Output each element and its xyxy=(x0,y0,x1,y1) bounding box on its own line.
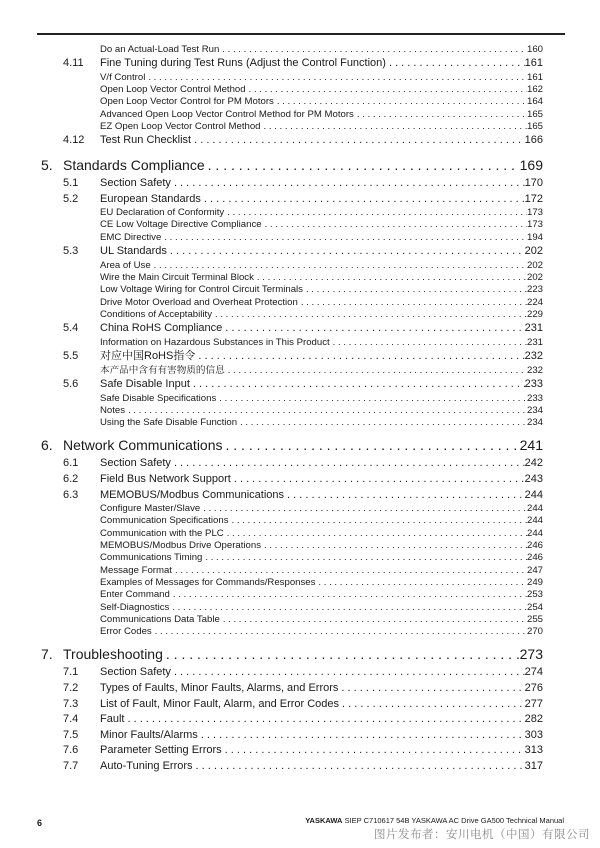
toc-entry-number: 5.1 xyxy=(63,176,79,189)
toc-entry-title: Message Format xyxy=(100,564,172,576)
toc-entry-line xyxy=(100,405,543,417)
toc-entry-title: Information on Hazardous Substances in This Product xyxy=(100,336,330,348)
dot-leader xyxy=(219,44,527,56)
toc-entry-page: 165 xyxy=(526,108,543,120)
toc-entry-title: 本产品中含有有害物质的信息 xyxy=(100,364,225,376)
toc-section[interactable] xyxy=(0,728,600,744)
publisher-watermark: 图片发布者：安川电机（中国）有限公司 xyxy=(374,829,590,841)
toc-entry-number: 7. xyxy=(41,646,53,663)
toc-entry-number: 7.5 xyxy=(63,728,79,741)
toc-entry-page: 233 xyxy=(526,392,543,404)
toc-entry-page: 202 xyxy=(526,259,543,271)
toc-entry-number: 7.2 xyxy=(63,682,79,695)
toc-entry-line xyxy=(100,552,543,564)
toc-entry-title: Network Communications xyxy=(63,437,223,454)
toc-entry-line xyxy=(100,743,543,759)
dot-leader xyxy=(191,133,525,149)
dot-leader xyxy=(171,456,525,472)
dot-leader xyxy=(354,109,527,121)
dot-leader xyxy=(145,72,527,84)
toc-subsection[interactable] xyxy=(0,565,600,577)
toc-entry-title: Parameter Setting Errors xyxy=(100,744,222,757)
dot-leader xyxy=(200,503,527,515)
dot-leader xyxy=(152,626,527,638)
toc-subsection[interactable] xyxy=(0,515,600,527)
toc-section[interactable] xyxy=(0,456,600,472)
toc-entry-page: 317 xyxy=(524,760,543,772)
toc-entry-title: UL Standards xyxy=(100,245,167,258)
toc-entry-page: 273 xyxy=(519,646,543,663)
toc-entry-number: 5. xyxy=(41,156,53,173)
toc-section[interactable] xyxy=(0,743,600,759)
toc-subsection[interactable] xyxy=(0,589,600,601)
toc-entry-page: 169 xyxy=(519,156,543,173)
toc-entry-line xyxy=(100,589,543,601)
toc-entry-number: 7.6 xyxy=(63,744,79,757)
dot-leader xyxy=(169,602,527,614)
toc-entry-title: Open Loop Vector Control for PM Motors xyxy=(100,96,274,108)
toc-entry-line xyxy=(100,681,543,697)
toc-entry-line xyxy=(100,321,543,337)
toc-entry-page: 161 xyxy=(526,71,543,83)
toc-entry-line xyxy=(100,56,543,72)
toc-entry-title: Types of Faults, Minor Faults, Alarms, and Errors xyxy=(100,682,339,695)
toc-entry-title: Using the Safe Disable Function xyxy=(100,417,238,429)
toc-entry-line xyxy=(100,602,543,614)
toc-chapter[interactable] xyxy=(0,643,600,665)
toc-subsection[interactable] xyxy=(0,503,600,515)
toc-section[interactable] xyxy=(0,712,600,728)
toc-entry-line xyxy=(100,349,543,365)
toc-entry-title: Standards Compliance xyxy=(63,156,205,173)
toc-entry-title: Fault xyxy=(100,713,125,726)
toc-entry-title: Self-Diagnostics xyxy=(100,601,170,613)
toc-entry-line xyxy=(100,72,543,84)
dot-leader xyxy=(195,349,524,365)
toc-entry-line xyxy=(100,393,543,405)
toc-entry-title: EZ Open Loop Vector Control Method xyxy=(100,121,261,133)
toc-entry-page: 172 xyxy=(524,192,543,205)
toc-entry-page: 223 xyxy=(526,284,543,296)
dot-leader xyxy=(171,176,525,192)
toc-entry-title: Fine Tuning during Test Runs (Adjust the Control Function) xyxy=(100,57,386,70)
toc-entry-page: 202 xyxy=(526,271,543,283)
dot-leader xyxy=(201,192,525,208)
toc-entry-line xyxy=(100,377,543,393)
toc-entry-page: 231 xyxy=(526,336,543,348)
toc-subsection[interactable] xyxy=(0,577,600,589)
toc-entry-title: 对应中国RoHS指令 xyxy=(100,350,196,363)
toc-entry-title: Examples of Messages for Commands/Responses xyxy=(100,576,316,588)
toc-entry-page: 277 xyxy=(524,697,543,710)
toc-entry-page: 243 xyxy=(524,472,543,485)
toc-entry-line xyxy=(100,488,543,504)
toc-entry-line xyxy=(100,260,543,272)
toc-entry-title: Section Safety xyxy=(100,176,171,189)
toc-entry-line xyxy=(63,154,543,176)
dot-leader xyxy=(198,728,525,744)
toc-entry-page: 194 xyxy=(526,231,543,243)
toc-entry-page: 303 xyxy=(524,728,543,741)
dot-leader xyxy=(284,488,525,504)
dot-leader xyxy=(125,405,527,417)
toc-entry-line xyxy=(100,297,543,309)
toc-entry-page: 244 xyxy=(526,503,543,515)
dot-leader xyxy=(222,743,525,759)
dot-leader xyxy=(224,528,527,540)
toc-entry-title: V/f Control xyxy=(100,71,146,83)
toc-subsection[interactable] xyxy=(0,297,600,309)
toc-entry-number: 5.5 xyxy=(63,350,79,363)
dot-leader xyxy=(124,712,524,728)
toc-entry-page: 255 xyxy=(526,613,543,625)
toc-entry-page: 244 xyxy=(526,527,543,539)
toc-entry-title: Low Voltage Wiring for Control Circuit Terminals xyxy=(100,284,303,296)
toc-entry-page: 173 xyxy=(526,207,543,219)
dot-leader xyxy=(163,643,520,665)
footer-document-title xyxy=(305,816,564,825)
toc-entry-title: Drive Motor Overload and Overheat Protection xyxy=(100,296,298,308)
dot-leader xyxy=(167,244,525,260)
toc-entry-title: CE Low Voltage Directive Compliance xyxy=(100,219,262,231)
toc-subsection[interactable] xyxy=(0,405,600,417)
toc-entry-line xyxy=(100,109,543,121)
toc-subsection[interactable] xyxy=(0,72,600,84)
toc-subsection[interactable] xyxy=(0,337,600,349)
dot-leader xyxy=(339,697,525,713)
toc-subsection[interactable] xyxy=(0,219,600,231)
toc-entry-title: Enter Command xyxy=(100,589,170,601)
dot-leader xyxy=(205,154,520,176)
toc-entry-title: Open Loop Vector Control Method xyxy=(100,84,246,96)
toc-entry-title: Troubleshooting xyxy=(63,646,163,663)
toc-entry-line xyxy=(100,244,543,260)
toc-entry-line xyxy=(100,540,543,552)
toc-entry-title: Area of Use xyxy=(100,259,151,271)
toc-subsection[interactable] xyxy=(0,44,600,56)
toc-entry-line xyxy=(100,284,543,296)
toc-entry-line xyxy=(100,417,543,429)
dot-leader xyxy=(246,84,527,96)
toc-entry-title: Configure Master/Slave xyxy=(100,503,201,515)
toc-section[interactable] xyxy=(0,321,600,337)
dot-leader xyxy=(261,540,527,552)
dot-leader xyxy=(229,515,527,527)
toc-entry-number: 5.6 xyxy=(63,377,79,390)
toc-entry-title: Communication with the PLC xyxy=(100,527,224,539)
toc-section[interactable] xyxy=(0,56,600,72)
toc-subsection[interactable] xyxy=(0,284,600,296)
toc-entry-title: Notes xyxy=(100,404,126,416)
toc-entry-line xyxy=(63,434,543,456)
toc-entry-page: 202 xyxy=(524,245,543,258)
toc-entry-number: 5.3 xyxy=(63,245,79,258)
toc-entry-page: 170 xyxy=(524,176,543,189)
toc-entry-line xyxy=(100,309,543,321)
toc-entry-line xyxy=(100,528,543,540)
toc-entry-line xyxy=(63,643,543,665)
dot-leader xyxy=(261,121,527,133)
toc-entry-page: 224 xyxy=(526,296,543,308)
dot-leader xyxy=(172,565,527,577)
toc-entry-number: 6. xyxy=(41,437,53,454)
toc-entry-page: 233 xyxy=(524,377,543,390)
toc-entry-page: 244 xyxy=(526,515,543,527)
toc-entry-line xyxy=(100,44,543,56)
toc-subsection[interactable] xyxy=(0,232,600,244)
toc-entry-line xyxy=(100,626,543,638)
toc-entry-number: 4.12 xyxy=(63,134,85,147)
header-rule xyxy=(37,33,565,35)
toc-entry-number: 6.1 xyxy=(63,457,79,470)
toc-entry-page: 232 xyxy=(526,364,543,376)
toc-entry-number: 5.4 xyxy=(63,322,79,335)
dot-leader xyxy=(224,207,527,219)
toc-entry-page: 162 xyxy=(526,84,543,96)
toc-entry-line xyxy=(100,712,543,728)
toc-section[interactable] xyxy=(0,133,600,149)
toc-entry-line xyxy=(100,176,543,192)
toc-entry-title: Do an Actual-Load Test Run xyxy=(100,44,220,55)
toc-entry-line xyxy=(100,614,543,626)
dot-leader xyxy=(161,232,527,244)
dot-leader xyxy=(231,472,525,488)
dot-leader xyxy=(222,321,524,337)
toc-entry-title: European Standards xyxy=(100,192,201,205)
toc-subsection[interactable] xyxy=(0,365,600,377)
toc-entry-page: 246 xyxy=(526,540,543,552)
dot-leader xyxy=(190,377,525,393)
toc-subsection[interactable] xyxy=(0,552,600,564)
toc-section[interactable] xyxy=(0,488,600,504)
dot-leader xyxy=(298,297,527,309)
toc-entry-page: 165 xyxy=(526,121,543,133)
toc-entry-page: 313 xyxy=(524,744,543,757)
toc-entry-number: 4.11 xyxy=(63,57,84,70)
toc-entry-title: Field Bus Network Support xyxy=(100,472,231,485)
toc-entry-line xyxy=(100,121,543,133)
toc-entry-line xyxy=(100,337,543,349)
toc-subsection[interactable] xyxy=(0,393,600,405)
toc-entry-line xyxy=(100,219,543,231)
toc-entry-line xyxy=(100,84,543,96)
dot-leader xyxy=(220,614,527,626)
toc-entry-line xyxy=(100,503,543,515)
toc-section[interactable] xyxy=(0,192,600,208)
toc-entry-line xyxy=(100,96,543,108)
dot-leader xyxy=(212,309,527,321)
toc-entry-page: 234 xyxy=(526,404,543,416)
toc-entry-title: EU Declaration of Conformity xyxy=(100,207,225,219)
dot-leader xyxy=(171,665,525,681)
toc-subsection[interactable] xyxy=(0,109,600,121)
toc-entry-line xyxy=(100,759,543,775)
toc-entry-page: 173 xyxy=(526,219,543,231)
dot-leader xyxy=(254,272,527,284)
toc-entry-title: Error Codes xyxy=(100,626,152,638)
toc-entry-page: 270 xyxy=(526,626,543,638)
toc-entry-number: 6.3 xyxy=(63,488,79,501)
dot-leader xyxy=(170,589,527,601)
dot-leader xyxy=(315,577,527,589)
footer-document: SIEP C710617 54B YASKAWA AC Drive GA500 Technical Manual xyxy=(344,816,564,825)
toc-entry-line xyxy=(100,472,543,488)
toc-section[interactable] xyxy=(0,176,600,192)
toc-entry-page: 242 xyxy=(524,457,543,470)
toc-entry-number: 7.7 xyxy=(63,760,79,772)
toc-subsection[interactable] xyxy=(0,528,600,540)
toc-entry-line xyxy=(100,697,543,713)
toc-entry-page: 246 xyxy=(526,552,543,564)
toc-entry-page: 244 xyxy=(524,488,543,501)
toc-entry-page: 160 xyxy=(526,44,543,55)
toc-entry-title: EMC Directive xyxy=(100,231,162,243)
toc-entry-title: MEMOBUS/Modbus Drive Operations xyxy=(100,540,262,552)
toc-entry-title: Minor Faults/Alarms xyxy=(100,728,198,741)
toc-entry-page: 234 xyxy=(526,417,543,429)
toc-entry-page: 254 xyxy=(526,601,543,613)
dot-leader xyxy=(216,393,527,405)
toc-entry-number: 7.1 xyxy=(63,666,79,679)
toc-entry-line xyxy=(100,565,543,577)
toc-subsection[interactable] xyxy=(0,626,600,638)
toc-entry-line xyxy=(100,577,543,589)
toc-entry-line xyxy=(100,133,543,149)
toc-entry-title: Communications Timing xyxy=(100,552,203,564)
toc-entry-line xyxy=(100,728,543,744)
dot-leader xyxy=(237,417,527,429)
toc-entry-page: 274 xyxy=(524,666,543,679)
toc-entry-number: 7.4 xyxy=(63,713,79,726)
dot-leader xyxy=(330,337,527,349)
toc-section[interactable] xyxy=(0,349,600,365)
toc-entry-page: 249 xyxy=(526,576,543,588)
toc-entry-line xyxy=(100,232,543,244)
dot-leader xyxy=(338,681,524,697)
toc-entry-page: 276 xyxy=(524,682,543,695)
footer-page-number: 6 xyxy=(37,818,43,828)
dot-leader xyxy=(202,552,527,564)
toc-section[interactable] xyxy=(0,759,600,775)
toc-entry-page: 282 xyxy=(524,713,543,726)
toc-subsection[interactable] xyxy=(0,207,600,219)
toc-entry-title: Section Safety xyxy=(100,457,171,470)
toc-chapter[interactable] xyxy=(0,154,600,176)
toc-section[interactable] xyxy=(0,681,600,697)
dot-leader xyxy=(262,219,527,231)
toc-entry-title: Advanced Open Loop Vector Control Method for PM Motors xyxy=(100,108,354,120)
toc-entry-title: Communication Specifications xyxy=(100,515,229,527)
toc-entry-title: MEMOBUS/Modbus Communications xyxy=(100,488,285,501)
toc-subsection[interactable] xyxy=(0,272,600,284)
toc-entry-page: 241 xyxy=(519,437,543,454)
toc-subsection[interactable] xyxy=(0,602,600,614)
toc-entry-line xyxy=(100,192,543,208)
toc-entry-line xyxy=(100,272,543,284)
toc-subsection[interactable] xyxy=(0,96,600,108)
toc-entry-page: 229 xyxy=(526,308,543,320)
toc-entry-number: 5.2 xyxy=(63,192,79,205)
table-of-contents xyxy=(0,44,600,775)
toc-entry-line xyxy=(100,515,543,527)
toc-section[interactable] xyxy=(0,244,600,260)
toc-subsection[interactable] xyxy=(0,84,600,96)
toc-section[interactable] xyxy=(0,697,600,713)
toc-subsection[interactable] xyxy=(0,540,600,552)
toc-entry-line xyxy=(100,207,543,219)
dot-leader xyxy=(193,759,525,775)
toc-subsection[interactable] xyxy=(0,614,600,626)
toc-chapter[interactable] xyxy=(0,434,600,456)
toc-entry-line xyxy=(100,456,543,472)
toc-entry-title: Auto-Tuning Errors xyxy=(100,760,193,772)
toc-subsection[interactable] xyxy=(0,309,600,321)
toc-entry-title: Conditions of Acceptability xyxy=(100,308,212,320)
toc-entry-page: 166 xyxy=(524,134,543,147)
toc-entry-title: Communications Data Table xyxy=(100,613,220,625)
toc-subsection[interactable] xyxy=(0,417,600,429)
toc-entry-page: 164 xyxy=(526,96,543,108)
toc-section[interactable] xyxy=(0,472,600,488)
dot-leader xyxy=(225,365,527,377)
toc-entry-page: 232 xyxy=(524,350,543,363)
toc-entry-number: 6.2 xyxy=(63,472,79,485)
dot-leader xyxy=(274,96,527,108)
toc-section[interactable] xyxy=(0,665,600,681)
toc-entry-line xyxy=(100,365,543,377)
toc-entry-title: Section Safety xyxy=(100,666,171,679)
toc-entry-line xyxy=(100,665,543,681)
dot-leader xyxy=(386,56,525,72)
toc-entry-title: Safe Disable Input xyxy=(100,377,190,390)
toc-entry-page: 247 xyxy=(526,564,543,576)
toc-entry-page: 253 xyxy=(526,589,543,601)
toc-entry-title: Safe Disable Specifications xyxy=(100,392,217,404)
toc-entry-page: 161 xyxy=(524,57,543,70)
dot-leader xyxy=(303,284,527,296)
toc-entry-number: 7.3 xyxy=(63,697,79,710)
toc-entry-page: 231 xyxy=(524,322,543,335)
toc-subsection[interactable] xyxy=(0,260,600,272)
dot-leader xyxy=(223,434,520,456)
toc-entry-title: China RoHS Compliance xyxy=(100,322,223,335)
toc-subsection[interactable] xyxy=(0,121,600,133)
toc-section[interactable] xyxy=(0,377,600,393)
dot-leader xyxy=(151,260,527,272)
footer-brand: YASKAWA xyxy=(305,816,343,825)
toc-entry-title: List of Fault, Minor Fault, Alarm, and Error Codes xyxy=(100,697,340,710)
toc-entry-title: Test Run Checklist xyxy=(100,134,192,147)
toc-entry-title: Wire the Main Circuit Terminal Block xyxy=(100,271,254,283)
